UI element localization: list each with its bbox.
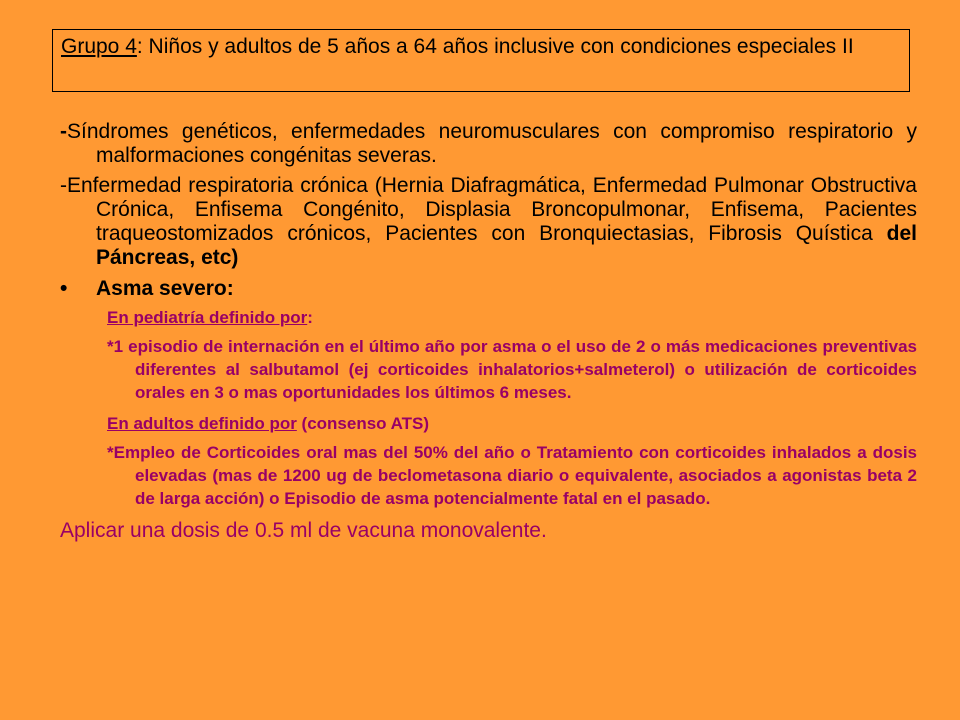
adultos-heading [107,412,917,435]
pediatria-heading [107,306,917,329]
pediatria-description: *1 episodio de internación en el último año por asma o el uso de 2 o más medicaciones preventivas diferentes al salbutamol (ej corticoides inhalatorios+salmeterol) o utilización de corticoides orales en 3 o mas oportunidades los últimos 6 meses. [107,337,917,402]
adultos-description: *Empleo de Corticoides oral mas del 50% del año o Tratamiento con corticoides inhalados a dosis elevadas (mas de 1200 ug de beclometasona diario o equivalente, asociados a agonistas beta 2 de larga acción) o Episodio de asma potencialmente fatal en el pasado. [107,443,917,508]
bullet-text: Asma severo: [96,277,234,300]
paragraph-respiratory-text: -Enfermedad respiratoria crónica (Hernia Diafragmática, Enfermedad Pulmonar Obstructiva Crónica, Enfisema Congénito, Displasia Broncopulmonar, Enfisema, Pacientes traqueostomizados crónicos, Pacientes con Bronquiectasias, Fibrosis Quística [60,174,917,245]
paragraph-respiratory [60,174,917,270]
adultos-suffix: (consenso ATS) [296,414,430,433]
apply-dose-text: Aplicar una dosis de 0.5 ml de vacuna monovalente. [60,519,547,542]
bullet-dot: • [60,277,68,300]
pediatria-colon: : [307,308,313,327]
paragraph-respiratory-bold: del Páncreas, etc) [96,222,917,269]
slide-content [60,120,917,544]
pediatria-heading-text: En pediatría definido por [107,308,308,327]
bullet-asma [60,276,917,302]
title-group-label: Grupo 4 [61,35,137,58]
slide-title [52,29,910,92]
paragraph-dash: - [60,120,67,143]
adultos-heading-text: En adultos definido por [107,414,297,433]
paragraph-genetic [60,120,917,168]
title-text: : Niños y adultos de 5 años a 64 años inclusive con condiciones especiales II [136,35,854,58]
paragraph-genetic-text: Síndromes genéticos, enfermedades neuromusculares con compromiso respiratorio y malformaciones congénitas severas. [67,120,917,167]
